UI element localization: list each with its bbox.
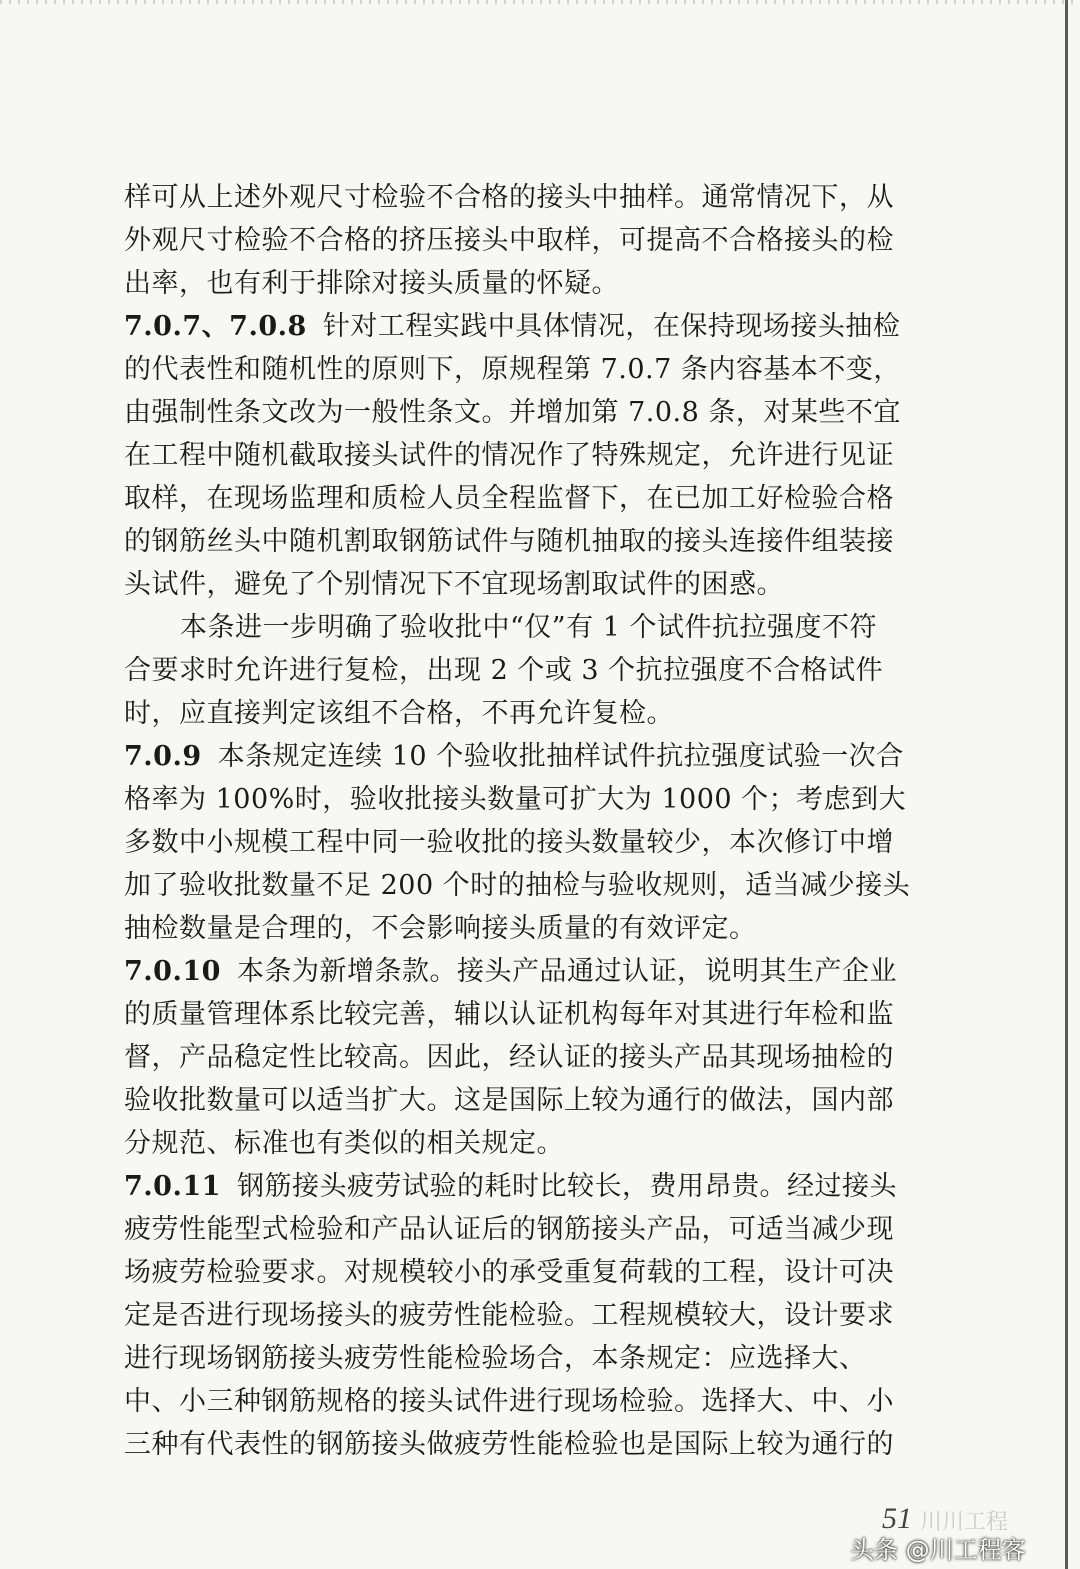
line-text: 疲劳性能型式检验和产品认证后的钢筋接头产品，可适当减少现 <box>124 1214 894 1245</box>
section-number: 7.0.9 <box>124 741 202 772</box>
text-line <box>124 1122 944 1165</box>
line-text: 中、小三种钢筋规格的接头试件进行现场检验。选择大、中、小 <box>124 1386 894 1417</box>
document-body <box>124 176 944 1466</box>
text-line <box>124 907 944 950</box>
text-line <box>124 434 944 477</box>
line-text: 抽检数量是合理的，不会影响接头质量的有效评定。 <box>124 913 757 944</box>
text-line <box>124 778 944 821</box>
line-text: 头试件，避免了个别情况下不宜现场割取试件的困惑。 <box>124 569 784 600</box>
line-text: 督，产品稳定性比较高。因此，经认证的接头产品其现场抽检的 <box>124 1042 894 1073</box>
line-text: 在工程中随机截取接头试件的情况作了特殊规定，允许进行见证 <box>124 440 894 471</box>
line-text: 本条进一步明确了验收批中“仅”有 1 个试件抗拉强度不符 <box>180 612 877 643</box>
line-text: 外观尺寸检验不合格的挤压接头中取样，可提高不合格接头的检 <box>124 225 894 256</box>
line-text: 进行现场钢筋接头疲劳性能检验场合，本条规定：应选择大、 <box>124 1343 867 1374</box>
scan-right-edge <box>1065 0 1068 1569</box>
text-line <box>124 219 944 262</box>
text-line <box>124 821 944 864</box>
line-text: 三种有代表性的钢筋接头做疲劳性能检验也是国际上较为通行的 <box>124 1429 894 1460</box>
text-line <box>124 348 944 391</box>
line-text: 本条规定连续 10 个验收批抽样试件抗拉强度试验一次合 <box>217 741 904 772</box>
line-text: 多数中小规模工程中同一验收批的接头数量较少，本次修订中增 <box>124 827 894 858</box>
line-text: 的钢筋丝头中随机割取钢筋试件与随机抽取的接头连接件组装接 <box>124 526 894 557</box>
line-text: 验收批数量可以适当扩大。这是国际上较为通行的做法，国内部 <box>124 1085 894 1116</box>
text-line <box>124 176 944 219</box>
text-line <box>124 391 944 434</box>
text-line <box>124 606 944 649</box>
text-line <box>124 1036 944 1079</box>
line-text: 出率，也有利于排除对接头质量的怀疑。 <box>124 268 619 299</box>
text-line <box>124 993 944 1036</box>
text-line <box>124 262 944 305</box>
line-text: 格率为 100%时，验收批接头数量可扩大为 1000 个；考虑到大 <box>124 784 907 815</box>
line-text: 的代表性和随机性的原则下，原规程第 7.0.7 条内容基本不变， <box>124 354 901 385</box>
page-number: 51 <box>882 1502 912 1535</box>
text-line <box>124 1251 944 1294</box>
line-text: 定是否进行现场接头的疲劳性能检验。工程规模较大，设计要求 <box>124 1300 894 1331</box>
text-line <box>124 1337 944 1380</box>
text-line <box>124 735 944 778</box>
section-number: 7.0.7、7.0.8 <box>124 311 307 342</box>
watermark: 头条 @川工程客 <box>850 1536 1026 1564</box>
text-line <box>124 477 944 520</box>
section-number: 7.0.11 <box>124 1171 221 1202</box>
line-text: 钢筋接头疲劳试验的耗时比较长，费用昂贵。经过接头 <box>236 1171 897 1202</box>
line-text: 合要求时允许进行复检，出现 2 个或 3 个抗拉强度不合格试件 <box>124 655 884 686</box>
line-text: 由强制性条文改为一般性条文。并增加第 7.0.8 条，对某些不宜 <box>124 397 901 428</box>
scan-top-edge <box>0 0 1080 4</box>
line-text: 加了验收批数量不足 200 个时的抽检与验收规则，适当减少接头 <box>124 870 911 901</box>
text-line <box>124 1423 944 1466</box>
text-line <box>124 1165 944 1208</box>
line-text: 场疲劳检验要求。对规模较小的承受重复荷载的工程，设计可决 <box>124 1257 894 1288</box>
text-line <box>124 1208 944 1251</box>
text-line <box>124 563 944 606</box>
text-line <box>124 1079 944 1122</box>
text-line <box>124 692 944 735</box>
line-text: 样可从上述外观尺寸检验不合格的接头中抽样。通常情况下，从 <box>124 182 894 213</box>
text-line <box>124 305 944 348</box>
line-text: 的质量管理体系比较完善，辅以认证机构每年对其进行年检和监 <box>124 999 894 1030</box>
text-line <box>124 649 944 692</box>
watermark-faint: 川川工程 <box>920 1510 1009 1535</box>
line-text: 时，应直接判定该组不合格，不再允许复检。 <box>124 698 674 729</box>
line-text: 本条为新增条款。接头产品通过认证，说明其生产企业 <box>236 956 897 987</box>
text-line <box>124 520 944 563</box>
line-text: 取样，在现场监理和质检人员全程监督下，在已加工好检验合格 <box>124 483 894 514</box>
line-text: 针对工程实践中具体情况，在保持现场接头抽检 <box>322 311 901 342</box>
section-number: 7.0.10 <box>124 956 221 987</box>
text-line <box>124 950 944 993</box>
line-text: 分规范、标准也有类似的相关规定。 <box>124 1128 564 1159</box>
text-line <box>124 864 944 907</box>
text-line <box>124 1294 944 1337</box>
text-line <box>124 1380 944 1423</box>
